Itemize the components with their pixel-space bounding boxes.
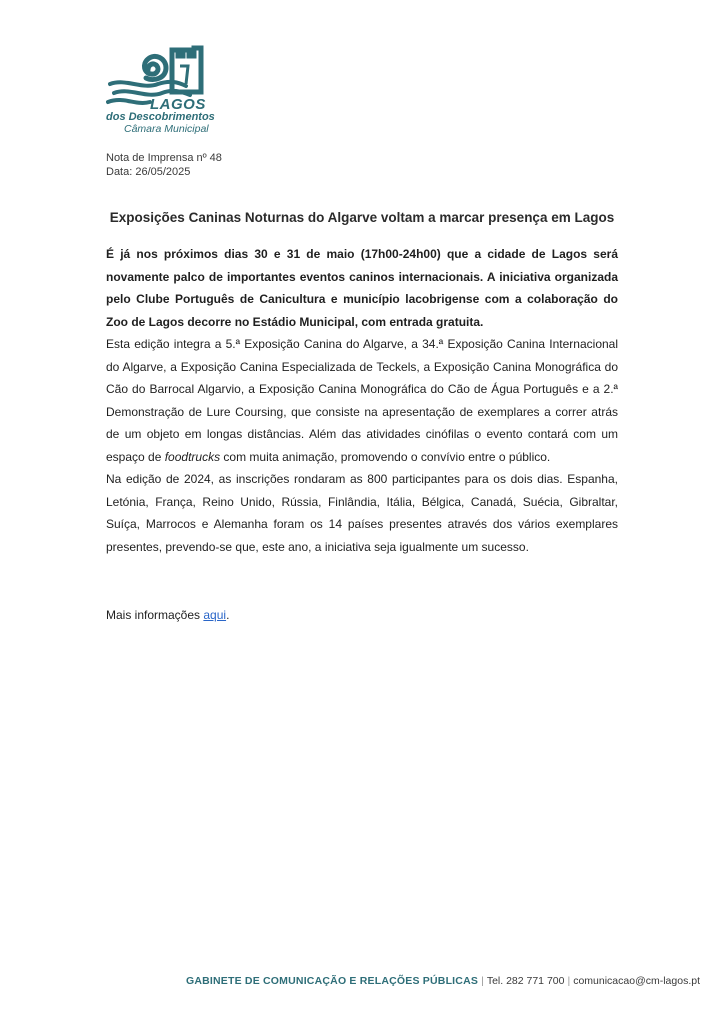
press-release-number: Nota de Imprensa nº 48 bbox=[106, 152, 222, 164]
article-body bbox=[106, 243, 618, 558]
paragraph-exhibitions-text: Esta edição integra a 5.ª Exposição Canina do Algarve, a 34.ª Exposição Canina Internacional do Algarve, a Exposição Canina Especializada de Teckels, a Exposição Canina Monográfica do Cão do Barrocal Algarvio, a Exposição Canina Monográfica do Cão de Água Português e a 2.ª Demonstração de Lure Coursing, que consiste na apresentação de exemplares a correr atrás de um objeto em longas distâncias. Além das atividades cinófilas o evento contará com um espaço de bbox=[106, 337, 618, 464]
more-info-label: Mais informações bbox=[106, 608, 204, 622]
press-release-date: Data: 26/05/2025 bbox=[106, 166, 191, 178]
lead-paragraph: É já nos próximos dias 30 e 31 de maio (17h00-24h00) que a cidade de Lagos será novamente palco de importantes eventos caninos internacionais. A iniciativa organizada pelo Clube Português de Canicultura e município lacobrigense com a colaboração do Zoo de Lagos decorre no Estádio Municipal, com entrada gratuita. bbox=[106, 247, 618, 329]
footer-phone: Tel. 282 771 700 bbox=[486, 975, 565, 987]
footer-email[interactable]: comunicacao@cm-lagos.pt bbox=[573, 975, 700, 987]
footer-separator: | bbox=[567, 975, 571, 987]
logo-camara: Câmara Municipal bbox=[124, 123, 209, 135]
foodtrucks-term: foodtrucks bbox=[164, 449, 221, 464]
footer-office: GABINETE DE COMUNICAÇÃO E RELAÇÕES PÚBLICAS bbox=[185, 975, 479, 987]
logo-name: LAGOS bbox=[150, 96, 206, 113]
logo-subtitle: dos Descobrimentos bbox=[106, 111, 215, 123]
footer-separator: | bbox=[481, 975, 484, 987]
paragraph-previous-edition: Na edição de 2024, as inscrições rondaram as 800 participantes para os dois dias. Espanha, Letónia, França, Reino Unido, Rússia, Finlândia, Itália, Bélgica, Canadá, Suécia, Gibraltar, Suíça, Marrocos e Alemanha foram os 14 países presentes através dos vários exemplares presentes, prevendo-se que, este ano, a iniciativa seja igualmente um sucesso. bbox=[106, 472, 618, 554]
footer bbox=[186, 975, 700, 987]
municipality-logo bbox=[106, 40, 216, 138]
paragraph-exhibitions bbox=[106, 333, 618, 468]
paragraph-exhibitions-end: com muita animação, promovendo o convívio entre o público. bbox=[220, 449, 551, 464]
more-info-link[interactable]: aqui bbox=[203, 608, 227, 622]
more-info bbox=[106, 605, 229, 625]
page-title: Exposições Caninas Noturnas do Algarve voltam a marcar presença em Lagos bbox=[109, 210, 615, 225]
more-info-end: . bbox=[226, 608, 230, 622]
press-release-meta bbox=[106, 151, 222, 179]
